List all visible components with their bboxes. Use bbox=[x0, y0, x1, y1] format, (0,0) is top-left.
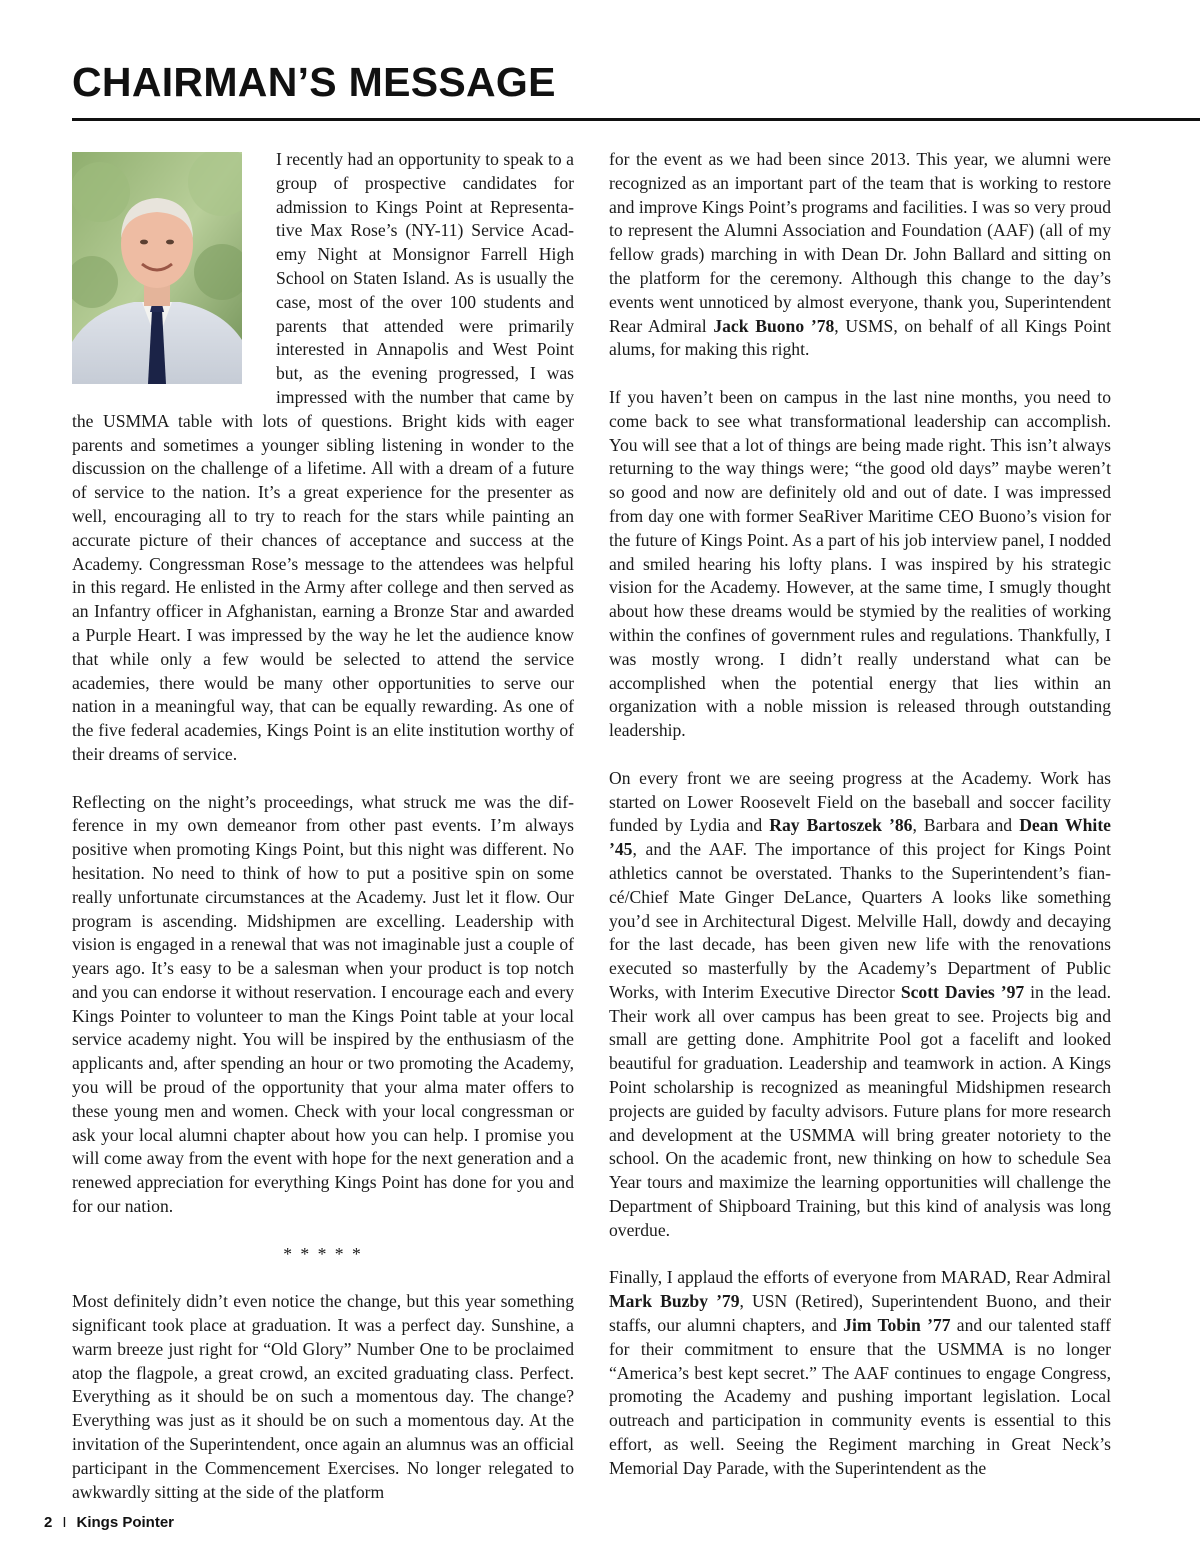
left-paragraph-2: Reflecting on the night’s proceedings, what struck me was the difference in my own demeanor from other past events. I’m always positive when promoting Kings Point, but this night was different. No hesitation. No need to think of how to put a positive spin on some really unfortunate circumstances at the Academy. Just let it flow. Our program is ascending. Midshipmen are excelling. Leadership with vision is engaged in a renewal that was not imaginable just a couple of years ago. It’s easy to be a salesman when your product is top notch and you can endorse it without reservation. I encourage each and every Kings Pointer to volunteer to man the Kings Point table at your local service academy night. You will be inspired by the enthusiasm of the applicants and, after spending an hour or two promoting the Academy, you will be proud of the opportunity that your alma mater offers to these young men and women. Check with your local congressman or ask your local alumni chapter about how you can help. I promise you will come away from the event with hope for the next generation and a renewed appreciation for everything Kings Point has done for you and for our nation. bbox=[72, 791, 574, 1217]
text-run: in the lead. Their work all over campus has been great to see. Projects big and small are getting done. Amphitrite Pool got a facelift and looked beautiful for graduation. Leadership and teamwork in action. A Kings Point scholarship is recognized as meaningful Midshipmen research projects are guided by faculty advisors. Future plans for more research and development at the USMMA will bring greater notoriety to the school. On the academic front, new thinking on how to schedule Sea Year tours and maximize the learning opportunities will challenge the Department of Shipboard Training, but this kind of analysis was long overdue. bbox=[609, 981, 1112, 1240]
right-column bbox=[609, 148, 1111, 1481]
page-footer bbox=[44, 1514, 174, 1531]
alumni-name: Jack Buono ’78 bbox=[713, 315, 835, 336]
alumni-name: Scott Davies ’97 bbox=[900, 981, 1025, 1002]
text-run: and our talented staff for their commitment to ensure that the USMMA is no longer “America’s best kept secret.” The AAF continues to engage Congress, promoting the Academy and pushing important legislation. Local outreach and participation in community events is essential to this effort, as well. Seeing the Regiment marching in Great Neck’s Memorial Day Parade, with the Superintendent as the bbox=[609, 1315, 1112, 1478]
right-paragraph-4 bbox=[609, 1266, 1111, 1480]
right-paragraph-3 bbox=[609, 767, 1111, 1243]
text-run: , Barbara and bbox=[912, 815, 1020, 836]
alumni-name: Ray Bartoszek ’86 bbox=[769, 815, 913, 836]
chairman-portrait-photo bbox=[72, 152, 242, 384]
portrait-photo-icon bbox=[72, 152, 242, 384]
left-paragraph-1: I recently had an opportunity to speak to a group of prospective candidates for admission to Kings Point at Representative Max Rose’s (NY-11) Service Academy Night at Monsignor Farrell High School on Staten Island. As is usually the case, most of the over 100 students and parents that attended were primarily interested in Annapolis and West Point but, as the evening progressed, I was impressed with the number that came by the USMMA table with lots of questions. Bright kids with eager parents and sometimes a younger sibling listening in wonder to the discussion on the challenge of a lifetime. All with a dream of a future of service to the nation. It’s a great experience for the presenter as well, encouraging all to try to reach for the stars while painting an accurate picture of their chances of acceptance and success at the Academy. Congressman Rose’s message to the attendees was helpful in this regard. He enlisted in the Army after college and then served as an Infantry officer in Afghanistan, earning a Bronze Star and awarded a Purple Heart. I was impressed by the way he let the audience know that while only a few would be selected to attend the service academies, there would be many other opportunities to serve our nation in a meaningful way, that can be equally rewarding. As one of the five federal academies, Kings Point is an elite institution worthy of their dreams of service. bbox=[72, 149, 574, 764]
left-paragraph-3: Most definitely didn’t even notice the change, but this year something significant took place at graduation. It was a perfect day. Sunshine, a warm breeze just right for “Old Glory” Number One to be proclaimed atop the flagpole, a great crowd, an excited graduating class. Perfect. Everything as it should be on such a momentous day. The change? Everything was just as it should be on such a momentous day. At the invitation of the Superintendent, once again an alumnus was an official participant in the Commencement Exercises. No longer relegated to awkwardly sitting at the side of the platform bbox=[72, 1291, 574, 1502]
footer-separator: I bbox=[62, 1514, 67, 1531]
text-run: , USMS, on behalf of all Kings Point alums, for making this right. bbox=[609, 315, 1111, 360]
publication-name: Kings Pointer bbox=[76, 1514, 175, 1531]
page-number: 2 bbox=[44, 1514, 53, 1531]
text-run: for the event as we had been since 2013. This year, we alumni were recognized as an important part of the team that is working to restore and improve Kings Point’s programs and facilities. I was so very proud to represent the Alumni Association and Foundation (AAF) (all of my fellow grads) marching in with Dean Dr. John Ballard and sitting on the platform for the ceremony. Although this change to the day’s events went unnoticed by almost everyone, thank you, Superintendent Rear Admiral bbox=[609, 149, 1111, 336]
alumni-name: Dean White ’45 bbox=[609, 815, 1111, 860]
text-run: , USN (Retired), Superintendent Buono, and their staffs, our alumni chapters, and bbox=[609, 1291, 1111, 1336]
title-rule bbox=[72, 118, 1200, 121]
text-run: , and the AAF. The importance of this project for Kings Point athletics cannot be overstated. Thanks to the Superintendent’s fiancé/Chief Mate Ginger DeLance, Quarters A looks like something you’d see in Architectural Digest. Melville Hall, dowdy and decaying for the last decade, has been given new life with the renovations executed so masterfully by the Academy’s Department of Public Works, with Interim Executive Director bbox=[609, 839, 1111, 1002]
section-divider-stars: * * * * * bbox=[283, 1243, 363, 1264]
alumni-name: Jim Tobin ’77 bbox=[843, 1315, 951, 1336]
left-column bbox=[72, 148, 574, 1504]
text-run: Finally, I applaud the efforts of everyone from MARAD, Rear Admiral bbox=[609, 1267, 1111, 1288]
right-paragraph-1 bbox=[609, 148, 1111, 362]
right-paragraph-2: If you haven’t been on campus in the last nine months, you need to come back to see what transformational leadership can accomplish. You will see that a lot of things are being made right. This isn’t always returning to the way things were; “the good old days” maybe weren’t so good and now are definitely old and out of date. I was impressed from day one with former SeaRiver Maritime CEO Buono’s vision for the future of Kings Point. As a part of his job interview panel, I nodded and smiled hearing his lofty plans. I was inspired by his strategic vision for the Academy. However, at the same time, I smugly thought about how these dreams would be stymied by the realities of working within the confines of government rules and regulations. Thankfully, I was mostly wrong. I didn’t really understand what can be accomplished when the potential energy that lies within an organization with a noble mission is released through outstanding leadership. bbox=[609, 386, 1111, 741]
alumni-name: Mark Buzby ’79 bbox=[609, 1291, 740, 1312]
text-run: On every front we are seeing progress at the Academy. Work has started on Lower Roosevelt Field on the baseball and soccer facility funded by Lydia and bbox=[609, 767, 1111, 836]
page-title: CHAIRMAN’S MESSAGE bbox=[72, 59, 556, 105]
